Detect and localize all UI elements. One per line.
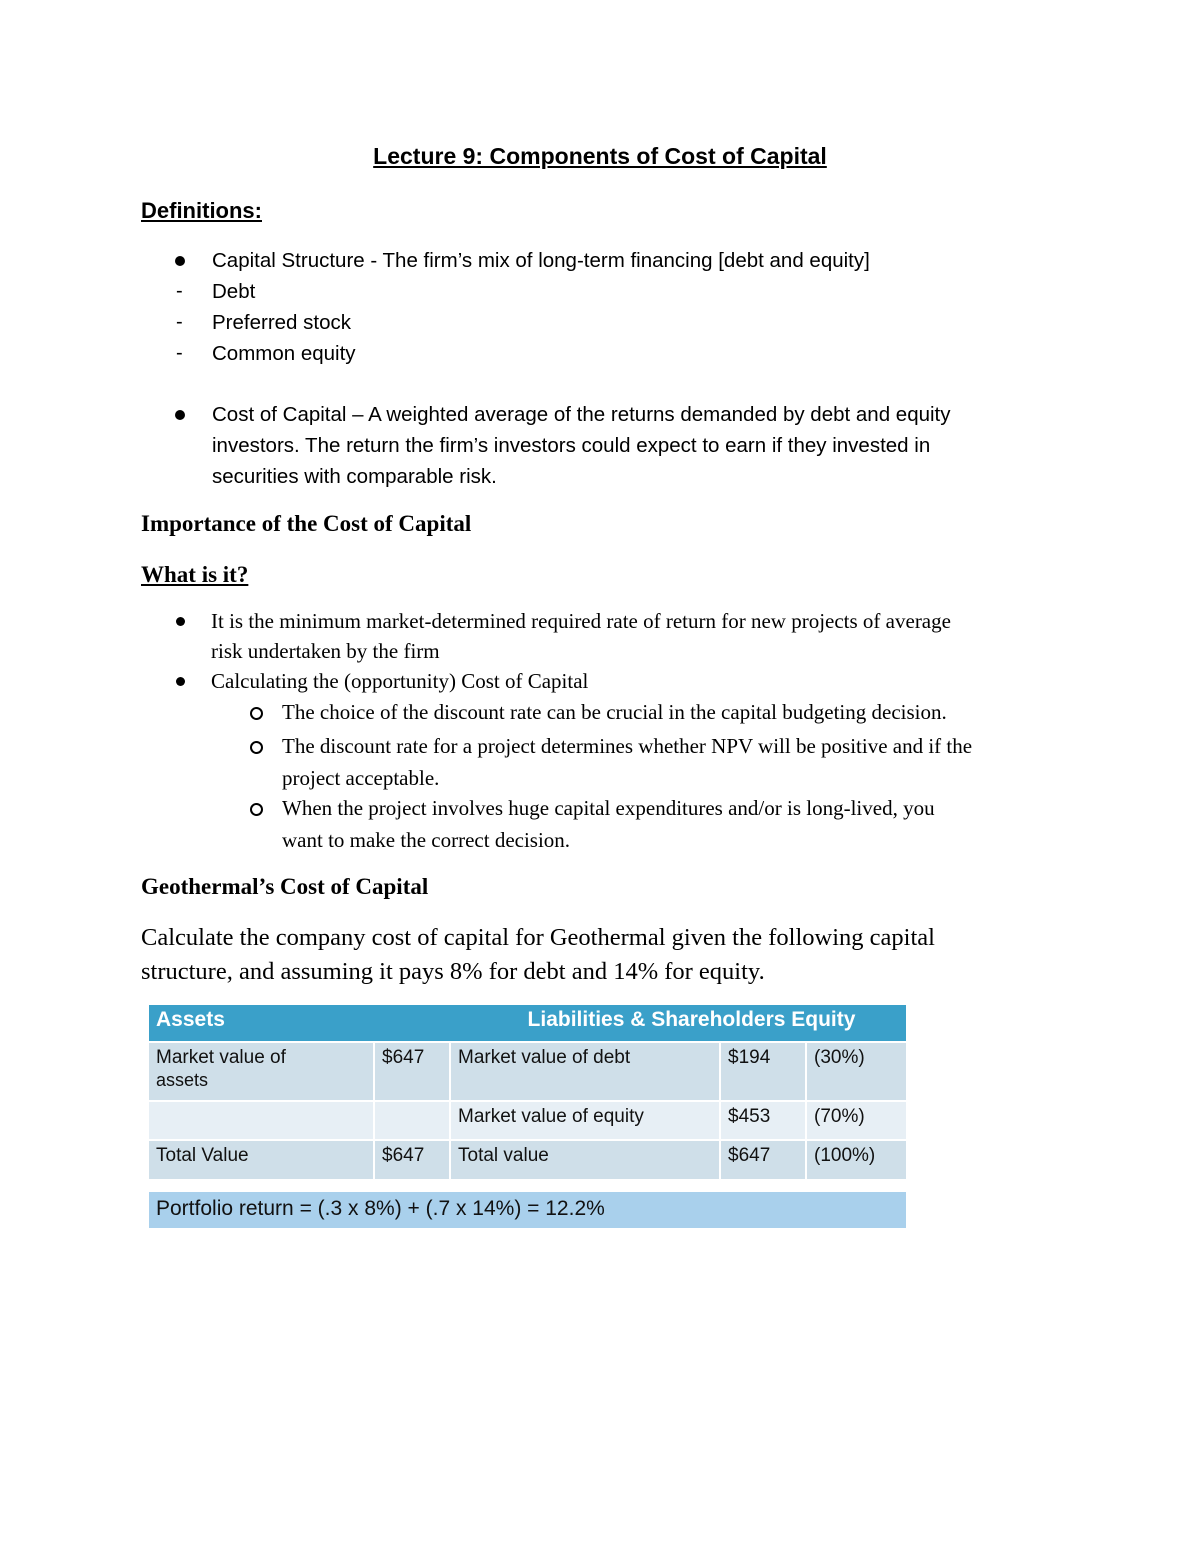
geothermal-intro-line-2: structure, and assuming it pays 8% for debt and 14% for equity. — [141, 958, 765, 985]
importance-sub-1: The choice of the discount rate can be crucial in the capital budgeting decision. — [282, 700, 947, 724]
bullet-dot-icon — [175, 410, 185, 420]
row3-liab-value: $647 — [721, 1141, 805, 1179]
header-liabilities: Liabilities & Shareholders Equity — [527, 1008, 856, 1031]
importance-sub-3-line-2: want to make the correct decision. — [282, 828, 571, 852]
circle-bullet-icon — [250, 741, 263, 754]
row2-asset-value — [375, 1102, 449, 1139]
row2-liab-pct: (70%) — [807, 1102, 906, 1139]
importance-bullet-1-line-1: It is the minimum market-determined required rate of return for new projects of average — [211, 609, 951, 633]
page-title: Lecture 9: Components of Cost of Capital — [373, 143, 827, 169]
row1-asset-label — [149, 1043, 373, 1100]
row3-liab-label: Total value — [451, 1141, 719, 1179]
bullet-dot-icon — [176, 617, 185, 626]
importance-sub-3-line-1: When the project involves huge capital expenditures and/or is long-lived, you — [282, 796, 935, 820]
geothermal-intro — [141, 921, 1061, 989]
row1-asset-label-line-2: assets — [156, 1070, 209, 1090]
row3-asset-label: Total Value — [149, 1141, 373, 1179]
row3-liab-pct: (100%) — [807, 1141, 906, 1179]
cost-of-capital-line-1: Cost of Capital – A weighted average of the returns demanded by debt and equity — [212, 403, 951, 426]
circle-bullet-icon — [250, 803, 263, 816]
importance-bullet-2: Calculating the (opportunity) Cost of Capital — [211, 669, 589, 693]
what-is-it-heading: What is it? — [141, 562, 249, 587]
row1-asset-label-line-1: Market value of — [156, 1047, 286, 1068]
circle-bullet-icon — [250, 707, 263, 720]
list-item-common-equity: Common equity — [212, 342, 356, 365]
cost-of-capital-line-2: investors. The return the firm’s investors could expect to earn if they invested in — [212, 434, 931, 457]
dash-bullet: - — [176, 342, 183, 364]
cost-of-capital-line-3: securities with comparable risk. — [212, 465, 497, 488]
row1-liab-value: $194 — [721, 1043, 805, 1100]
bullet-dot-icon — [176, 677, 185, 686]
table-row — [149, 1141, 906, 1179]
list-item-debt: Debt — [212, 280, 256, 303]
portfolio-return-formula: Portfolio return = (.3 x 8%) + (.7 x 14%) = 12.2% — [149, 1192, 906, 1228]
geothermal-intro-line-1: Calculate the company cost of capital for Geothermal given the following capital — [141, 924, 935, 951]
bullet-dot-icon — [175, 256, 185, 266]
importance-sub-2-line-2: project acceptable. — [282, 766, 440, 790]
table-row — [149, 1043, 906, 1100]
row2-liab-value: $453 — [721, 1102, 805, 1139]
importance-heading: Importance of the Cost of Capital — [141, 511, 472, 536]
list-item-preferred-stock: Preferred stock — [212, 311, 351, 334]
row2-liab-label: Market value of equity — [451, 1102, 719, 1139]
row1-liab-label: Market value of debt — [451, 1043, 719, 1100]
importance-sub-2-line-1: The discount rate for a project determines whether NPV will be positive and if the — [282, 734, 973, 758]
table-row — [149, 1102, 906, 1139]
table-header-row — [149, 1005, 906, 1041]
row3-asset-value: $647 — [375, 1141, 449, 1179]
row1-liab-pct: (30%) — [807, 1043, 906, 1100]
row2-asset-label — [149, 1102, 373, 1139]
row1-asset-value: $647 — [375, 1043, 449, 1100]
capital-structure-definition: Capital Structure - The firm’s mix of long-term financing [debt and equity] — [212, 249, 870, 272]
importance-bullet-1-line-2: risk undertaken by the firm — [211, 639, 440, 663]
header-assets: Assets — [156, 1008, 225, 1031]
definitions-heading: Definitions: — [141, 198, 262, 223]
dash-bullet: - — [176, 311, 183, 333]
dash-bullet: - — [176, 280, 183, 302]
geothermal-heading: Geothermal’s Cost of Capital — [141, 874, 429, 899]
